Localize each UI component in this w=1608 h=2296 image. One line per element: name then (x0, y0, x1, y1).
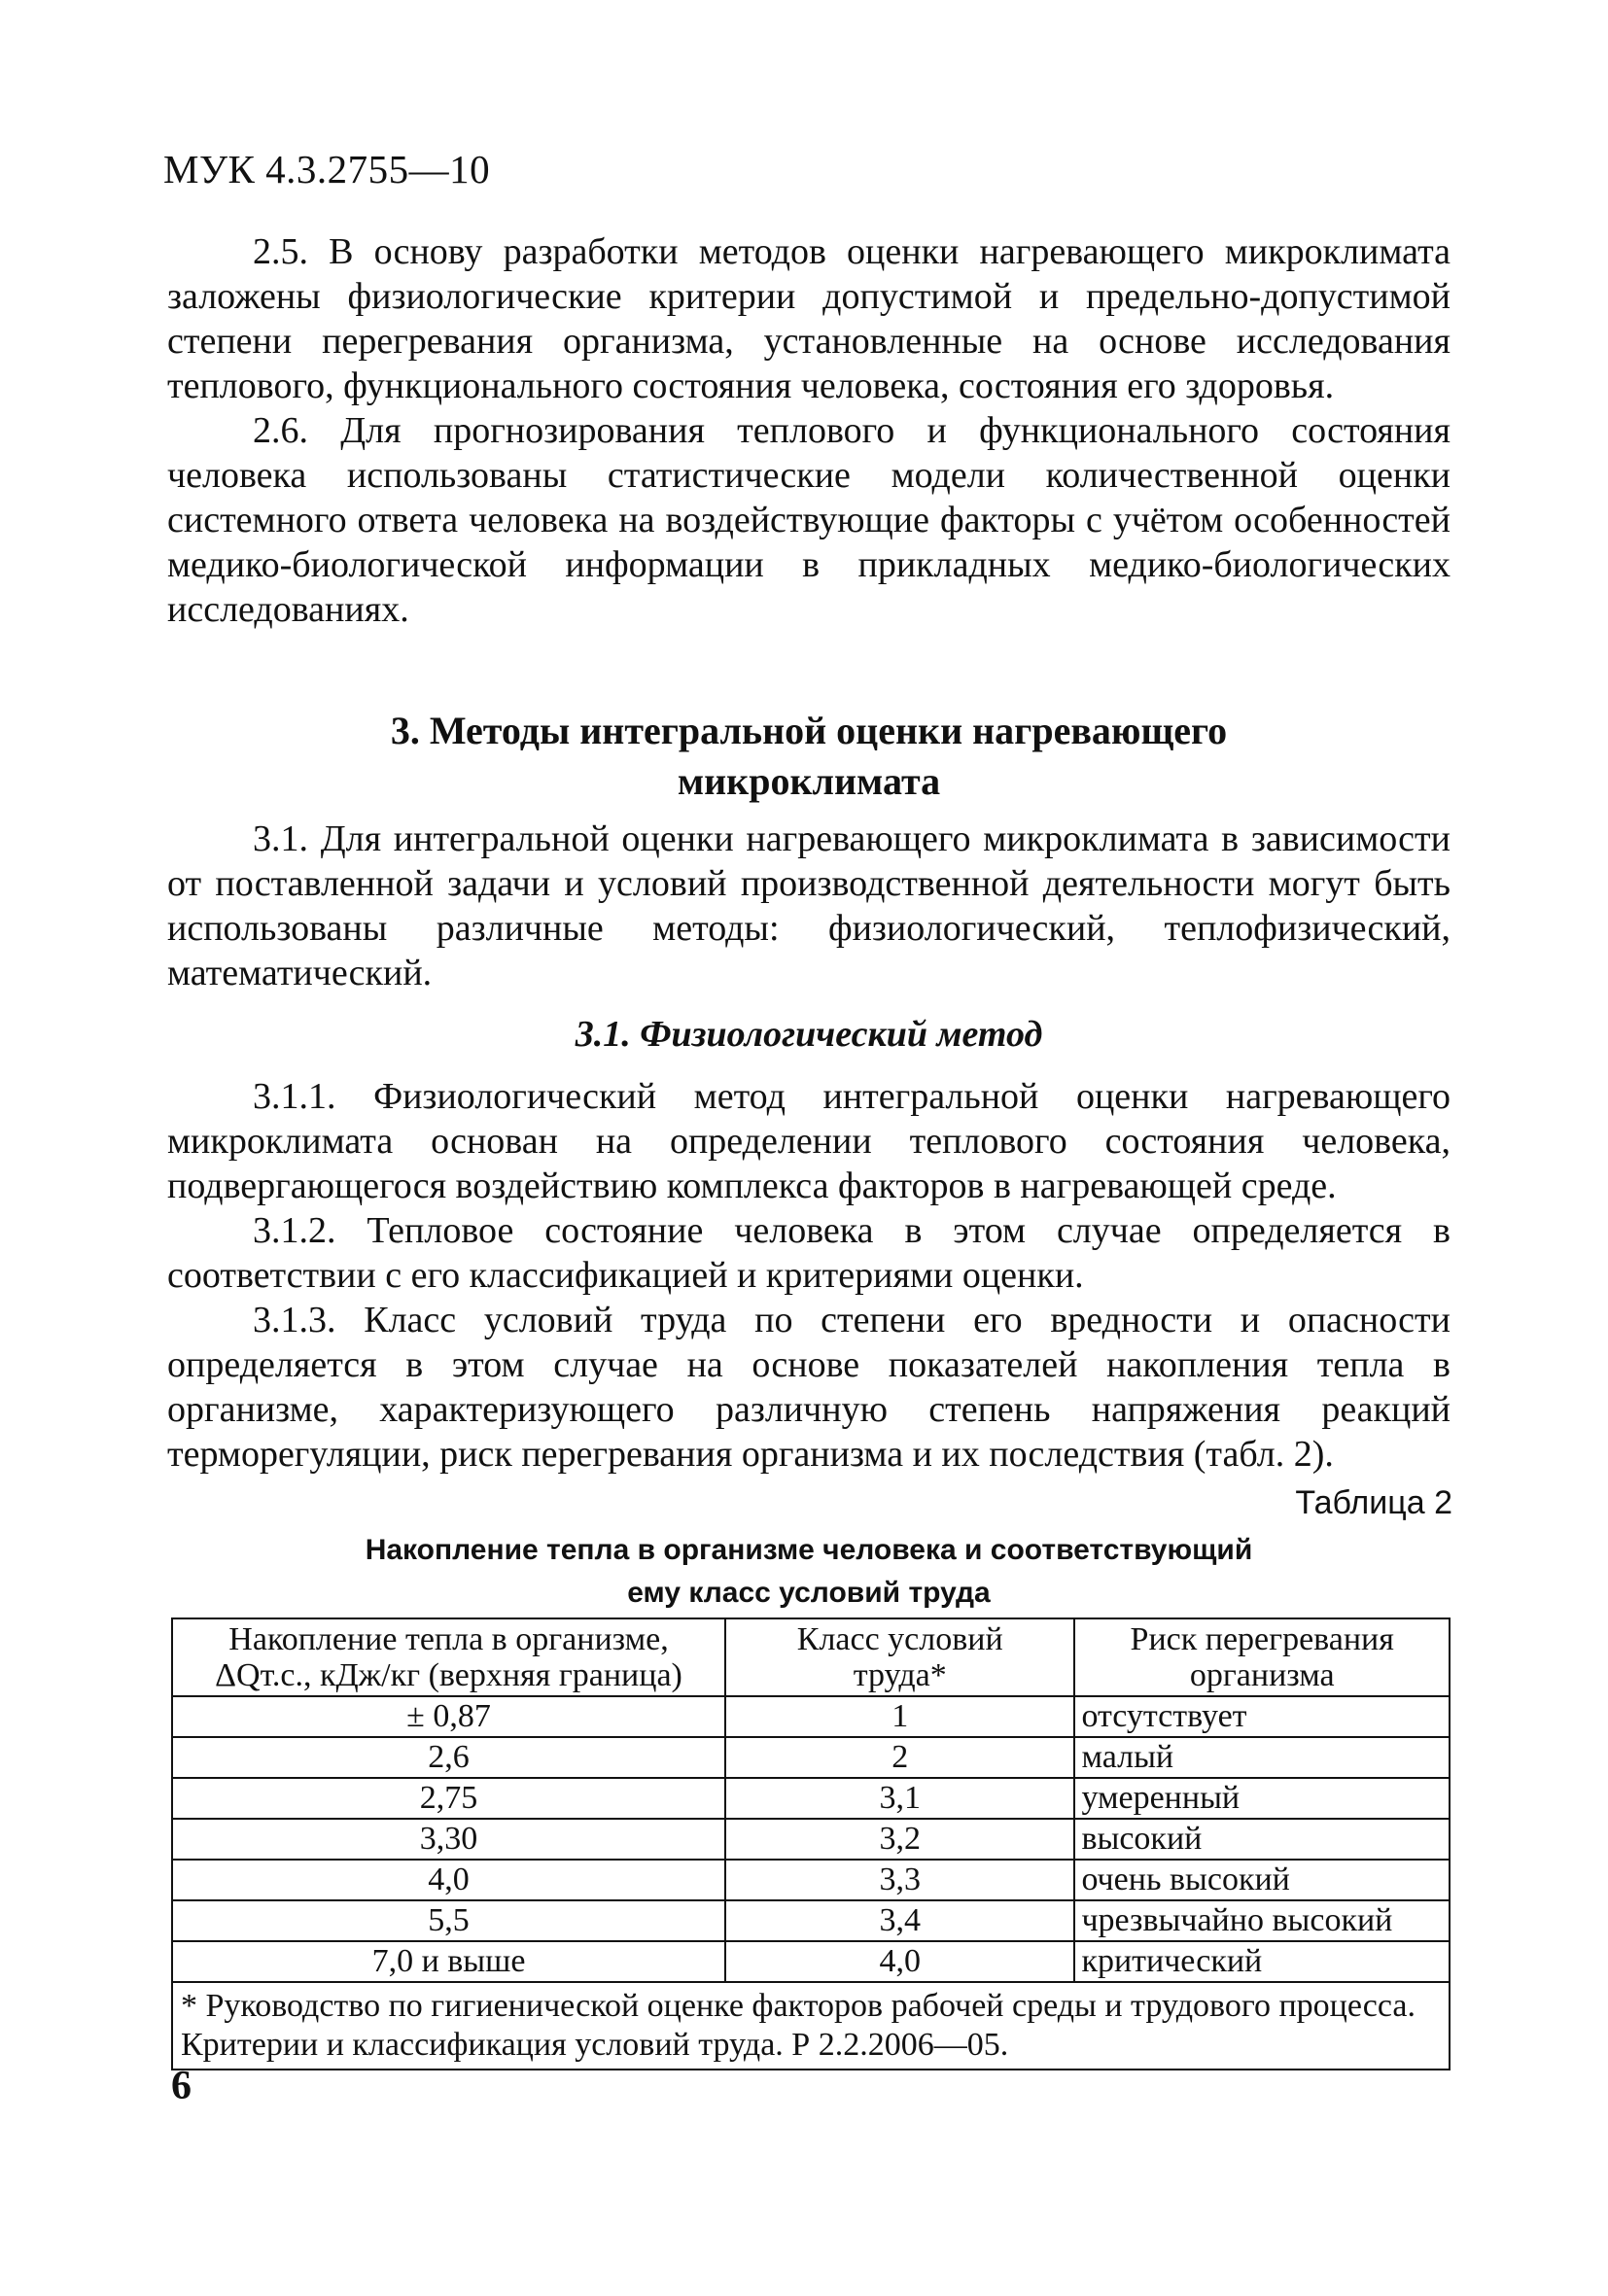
paragraph-2-5: 2.5. В основу разработки методов оценки нагревающего микроклимата заложены физиологические критерии допустимой и предельно-допустимой степени перегревания организма, установленные на основе исследования теплового, функционального состояния человека, состояния его здоровья. (167, 231, 1451, 406)
table-caption-line1: Накопление тепла в организме человека и соответствующий (365, 1534, 1253, 1566)
table-row (172, 1900, 1450, 1941)
cell-heat: 7,0 и выше (172, 1941, 725, 1982)
header-heat: Накопление тепла в организме, ΔQт.с., кДж/кг (верхняя граница) (172, 1618, 725, 1696)
table-caption-line2: ему класс условий труда (627, 1577, 991, 1609)
header-class: Класс условий труда* (725, 1618, 1074, 1696)
paragraph-3-1-block (167, 817, 1451, 995)
table-caption (167, 1529, 1451, 1615)
cell-class: 3,4 (725, 1900, 1074, 1941)
table-label: Таблица 2 (1295, 1484, 1452, 1521)
subsection-title: 3.1. Физиологический метод (575, 1014, 1043, 1055)
cell-heat: 2,6 (172, 1737, 725, 1778)
heat-accumulation-table (171, 1618, 1451, 2070)
cell-risk: критический (1074, 1941, 1450, 1982)
cell-risk: высокий (1074, 1819, 1450, 1860)
paragraph-3-1-3: 3.1.3. Класс условий труда по степени его вредности и опасности определяется в этом случае на основе показателей накопления тепла в организме, характеризующего различную степень напряжения реакций терморегуляции, риск перегревания организма и их последствия (табл. 2). (167, 1300, 1451, 1475)
paragraph-2-6: 2.6. Для прогнозирования теплового и функционального состояния человека использованы статистические модели количественной оценки системного ответа человека на воздействующие факторы с учётом особенностей медико-биологической информации в прикладных медико-биологических исследованиях. (167, 410, 1451, 630)
page-number: 6 (171, 2064, 192, 2108)
paragraph-3-1: 3.1. Для интегральной оценки нагревающего микроклимата в зависимости от поставленной задачи и условий производственной деятельности могут быть использованы различные методы: физиологический, теплофизический, математический. (167, 818, 1451, 993)
cell-risk: малый (1074, 1737, 1450, 1778)
cell-risk: отсутствует (1074, 1696, 1450, 1737)
cell-heat: 4,0 (172, 1860, 725, 1900)
header-risk: Риск перегревания организма (1074, 1618, 1450, 1696)
cell-class: 3,1 (725, 1778, 1074, 1819)
table-footnote-row (172, 1982, 1450, 2070)
table-footnote: * Руководство по гигиенической оценке факторов рабочей среды и трудового процесса. Критерии и классификация условий труда. Р 2.2.2006—05. (172, 1982, 1450, 2070)
table-row (172, 1819, 1450, 1860)
paragraphs-3-1-x (167, 1074, 1451, 1477)
cell-heat: 5,5 (172, 1900, 725, 1941)
cell-heat: ± 0,87 (172, 1696, 725, 1737)
cell-risk: чрезвычайно высокий (1074, 1900, 1450, 1941)
table-row (172, 1737, 1450, 1778)
document-header: МУК 4.3.2755—10 (163, 147, 491, 191)
cell-class: 2 (725, 1737, 1074, 1778)
cell-class: 3,2 (725, 1819, 1074, 1860)
table-header-row (172, 1618, 1450, 1696)
table-row (172, 1696, 1450, 1737)
cell-risk: умеренный (1074, 1778, 1450, 1819)
section-3-heading-line1: 3. Методы интегральной оценки нагревающего (390, 709, 1228, 752)
cell-class: 3,3 (725, 1860, 1074, 1900)
cell-class: 1 (725, 1696, 1074, 1737)
table-row (172, 1778, 1450, 1819)
paragraph-3-1-1: 3.1.1. Физиологический метод интегральной оценки нагревающего микроклимата основан на определении теплового состояния человека, подвергающегося воздействию комплекса факторов в нагревающей среде. (167, 1076, 1451, 1206)
cell-heat: 3,30 (172, 1819, 725, 1860)
section-3-heading (167, 706, 1451, 807)
table-row (172, 1860, 1450, 1900)
cell-class: 4,0 (725, 1941, 1074, 1982)
cell-heat: 2,75 (172, 1778, 725, 1819)
paragraph-3-1-2: 3.1.2. Тепловое состояние человека в этом случае определяется в соответствии с его классификацией и критериями оценки. (167, 1210, 1451, 1296)
table-row (172, 1941, 1450, 1982)
section-3-heading-line2: микроклимата (677, 759, 941, 803)
paragraphs-top (167, 229, 1451, 632)
cell-risk: очень высокий (1074, 1860, 1450, 1900)
